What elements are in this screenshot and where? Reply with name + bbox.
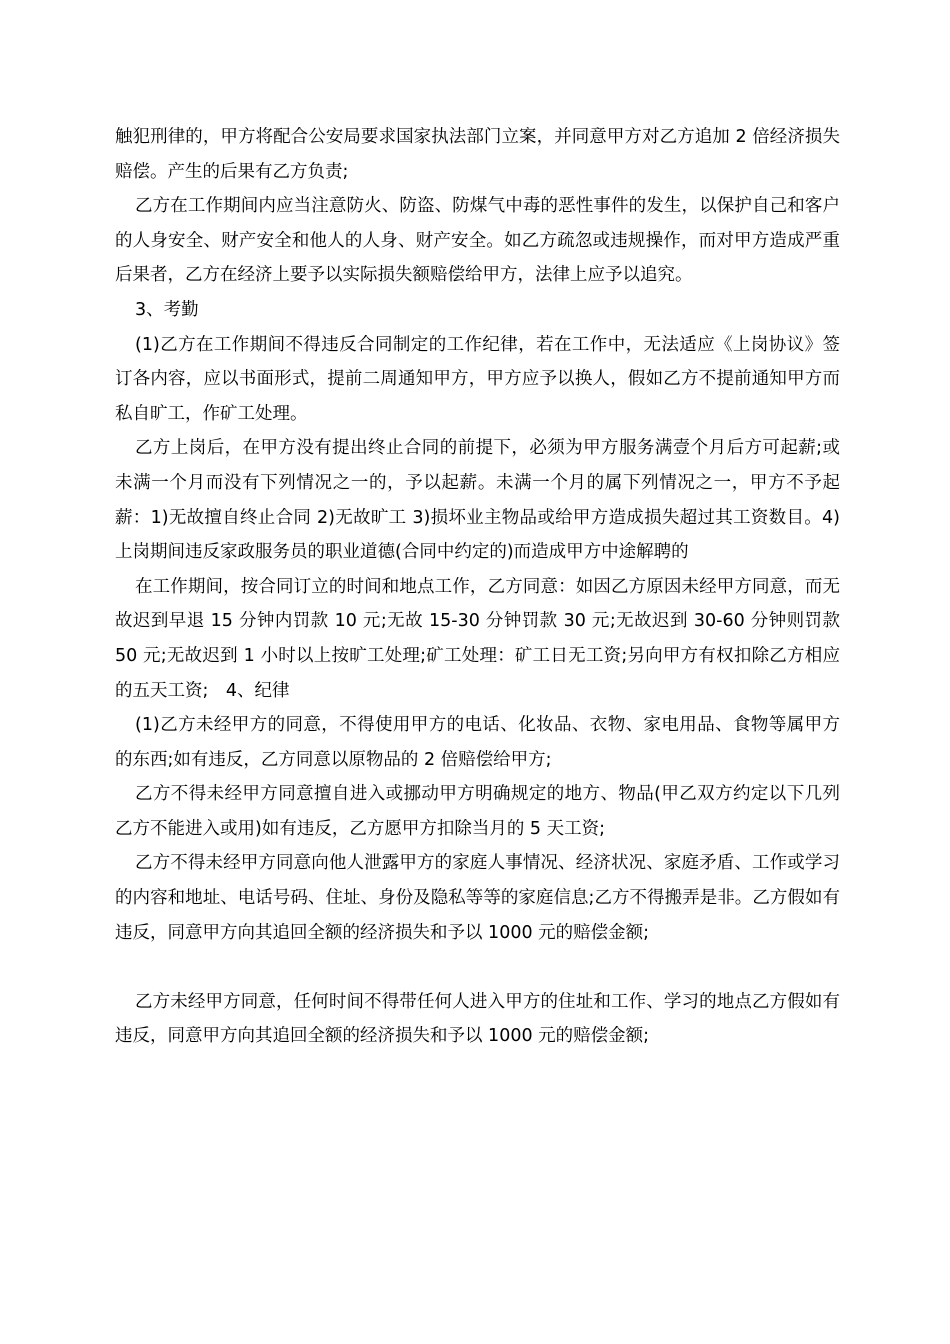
blank-line: [115, 950, 840, 985]
paragraph-salary-start: 乙方上岗后，在甲方没有提出终止合同的前提下，必须为甲方服务满壹个月后方可起薪;或未满一个月而没有下列情况之一的，予以起薪。未满一个月的属下列情况之一，甲方不予起薪：1)无故擅自终止合同 2)无故旷工 3)损坏业主物品或给甲方造成损失超过其工资数目。4)上岗期间违反家政服务员的职业道德(合同中约定的)而造成甲方中途解聘的: [115, 438, 840, 563]
paragraph-criminal-liability: 触犯刑律的，甲方将配合公安局要求国家执法部门立案，并同意甲方对乙方追加 2 倍经济损失赔偿。产生的后果有乙方负责;: [115, 127, 840, 182]
paragraph-restricted-areas: 乙方不得未经甲方同意擅自进入或挪动甲方明确规定的地方、物品(甲乙双方约定以下几列乙方不能进入或用)如有违反，乙方愿甲方扣除当月的 5 天工资;: [115, 784, 840, 839]
paragraph-safety-duty: 乙方在工作期间内应当注意防火、防盗、防煤气中毒的恶性事件的发生，以保护自己和客户的人身安全、财产安全和他人的人身、财产安全。如乙方疏忽或违规操作，而对甲方造成严重后果者，乙方在经济上要予以实际损失额赔偿给甲方，法律上应予以追究。: [115, 196, 840, 286]
paragraph-attendance-clause-1: (1)乙方在工作期间不得违反合同制定的工作纪律，若在工作中，无法适应《上岗协议》签订各内容，应以书面形式，提前二周通知甲方，甲方应予以换人，假如乙方不提前通知甲方而私自旷工，作矿工处理。: [115, 334, 840, 424]
document-page: [115, 120, 840, 1054]
paragraph-privacy: 乙方不得未经甲方同意向他人泄露甲方的家庭人事情况、经济状况、家庭矛盾、工作或学习的内容和地址、电话号码、住址、身份及隐私等等的家庭信息;乙方不得搬弄是非。乙方假如有违反，同意甲方向其追回全额的经济损失和予以 1000 元的赔偿金额;: [115, 853, 840, 943]
paragraph-lateness-penalty: 在工作期间，按合同订立的时间和地点工作，乙方同意：如因乙方原因未经甲方同意，而无故迟到早退 15 分钟内罚款 10 元;无故 15-30 分钟罚款 30 元;无故迟到 30-60 分钟则罚款 50 元;无故迟到 1 小时以上按旷工处理;矿工处理：矿工日无工资;另向甲方有权扣除乙方相应的五天工资; 4、纪律: [115, 576, 840, 701]
paragraph-no-visitors: 乙方未经甲方同意，任何时间不得带任何人进入甲方的住址和工作、学习的地点乙方假如有违反，同意甲方向其追回全额的经济损失和予以 1000 元的赔偿金额;: [115, 991, 840, 1047]
section-heading-attendance: 3、考勤: [135, 299, 199, 320]
paragraph-discipline-clause-1: (1)乙方未经甲方的同意，不得使用甲方的电话、化妆品、衣物、家电用品、食物等属甲方的东西;如有违反，乙方同意以原物品的 2 倍赔偿给甲方;: [115, 715, 840, 770]
